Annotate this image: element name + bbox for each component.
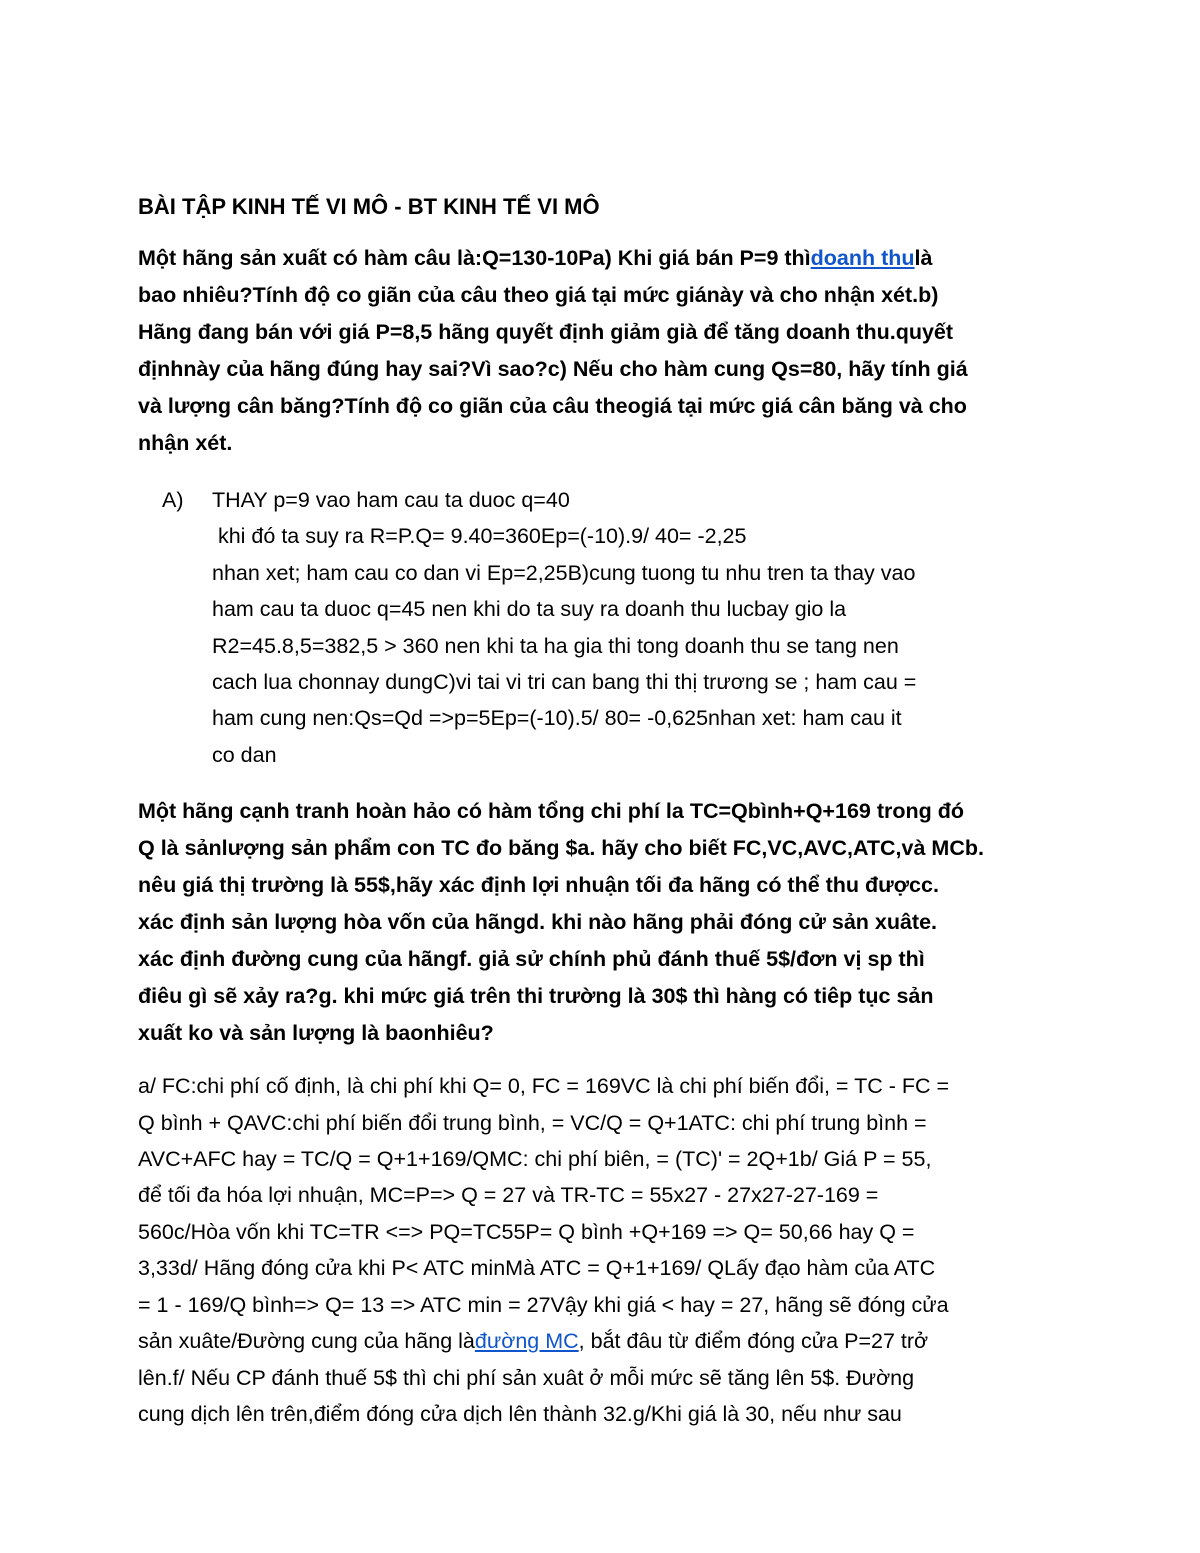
question-1-line-6: nhận xét. (138, 431, 233, 455)
question-1-line-3: Hãng đang bán với giá P=8,5 hãng quyết định giảm già để tăng doanh thu.quyết (138, 320, 954, 344)
answer-2-line: = 1 - 169/Q bình=> Q= 13 => ATC min = 27Vậy khi giá < hay = 27, hãng sẽ đóng cửa (138, 1292, 949, 1317)
question-2-line: nêu giá thị trường là 55$,hãy xác định lợi nhuận tối đa hãng có thể thu đượcc. (138, 873, 939, 898)
question-1-line-5: và lượng cân băng?Tính độ co giãn của câu theogiá tại mức giá cân băng và cho (138, 394, 967, 418)
answer-1-line: THAY p=9 vao ham cau ta duoc q=40 (212, 488, 570, 512)
duong-mc-link[interactable]: đường MC (474, 1329, 579, 1354)
document-title: BÀI TẬP KINH TẾ VI MÔ - BT KINH TẾ VI MÔ (138, 194, 600, 219)
question-1 (138, 240, 1068, 462)
answer-1-line: co dan (212, 742, 277, 767)
question-2-line: điêu gì sẽ xảy ra?g. khi mức giá trên thi trường là 30$ thì hàng có tiêp tục sản (138, 984, 934, 1009)
question-2-line: xác định sản lượng hòa vốn của hãngd. khi nào hãng phải đóng cử sản xuâte. (138, 910, 938, 935)
answer-1-line: khi đó ta suy ra R=P.Q= 9.40=360Ep=(-10).9/ 40= -2,25 (212, 524, 747, 549)
question-2-line: Q là sảnlượng sản phẩm con TC đo băng $a. hãy cho biết FC,VC,AVC,ATC,và MCb. (138, 836, 984, 861)
document-page (138, 192, 1068, 1432)
question-2-line: xác định đường cung của hãngf. giả sử chính phủ đánh thuế 5$/đơn vị sp thì (138, 947, 925, 972)
question-2-line: xuất ko và sản lượng là baonhiêu? (138, 1021, 494, 1046)
question-1-line-2: bao nhiêu?Tính độ co giãn của câu theo giá tại mức giánày và cho nhận xét.b) (138, 283, 939, 307)
answer-2-line: cung dịch lên trên,điểm đóng cửa dịch lên thành 32.g/Khi giá là 30, nếu như sau (138, 1401, 902, 1426)
answer-2-line: sản xuâte/Đường cung của hãng làđường MC, bắt đâu từ điểm đóng cửa P=27 trở (138, 1329, 929, 1354)
question-1-line-1: Một hãng sản xuất có hàm câu là:Q=130-10Pa) Khi giá bán P=9 thìdoanh thulà (138, 246, 933, 270)
answer-1-line: R2=45.8,5=382,5 > 360 nen khi ta ha gia thi tong doanh thu se tang nen (212, 633, 899, 658)
answer-1-line: nhan xet; ham cau co dan vi Ep=2,25B)cung tuong tu nhu tren ta thay vao (212, 560, 916, 585)
answer-2 (138, 1068, 1068, 1432)
answer-2-line: Q bình + QAVC:chi phí biến đổi trung bình, = VC/Q = Q+1ATC: chi phí trung bình = (138, 1110, 927, 1135)
answer-2-line: 560c/Hòa vốn khi TC=TR <=> PQ=TC55P= Q bình +Q+169 => Q= 50,66 hay Q = (138, 1219, 915, 1244)
answer-2-line: 3,33d/ Hãng đóng cửa khi P< ATC minMà ATC = Q+1+169/ QLấy đạo hàm của ATC (138, 1256, 936, 1281)
question-2-line: Một hãng cạnh tranh hoàn hảo có hàm tổng chi phí la TC=Qbình+Q+169 trong đó (138, 799, 964, 824)
question-1-line-4: địnhnày của hãng đúng hay sai?Vì sao?c) Nếu cho hàm cung Qs=80, hãy tính giá (138, 357, 968, 381)
answer-1-line: ham cau ta duoc q=45 nen khi do ta suy ra doanh thu lucbay gio la (212, 597, 847, 622)
doanh-thu-link[interactable]: doanh thu (810, 246, 915, 270)
answer-2-line: để tối đa hóa lợi nhuận, MC=P=> Q = 27 và TR-TC = 55x27 - 27x27-27-169 = (138, 1183, 879, 1208)
list-marker-a: A) (162, 488, 184, 512)
answer-2-line: AVC+AFC hay = TC/Q = Q+1+169/QMC: chi phí biên, = (TC)' = 2Q+1b/ Giá P = 55, (138, 1147, 932, 1172)
answer-2-line: lên.f/ Nếu CP đánh thuế 5$ thì chi phí sản xuât ở mỗi mức sẽ tăng lên 5$. Đường (138, 1365, 915, 1390)
answer-2-line: a/ FC:chi phí cố định, là chi phí khi Q= 0, FC = 169VC là chi phí biến đổi, = TC - FC = (138, 1074, 950, 1099)
answer-1-line: ham cung nen:Qs=Qd =>p=5Ep=(-10).5/ 80= -0,625nhan xet: ham cau it (212, 706, 902, 731)
question-2 (138, 793, 1068, 1052)
answer-1-line: cach lua chonnay dungC)vi tai vi tri can bang thi thị trương se ; ham cau = (212, 670, 917, 695)
answer-1 (138, 482, 1068, 773)
